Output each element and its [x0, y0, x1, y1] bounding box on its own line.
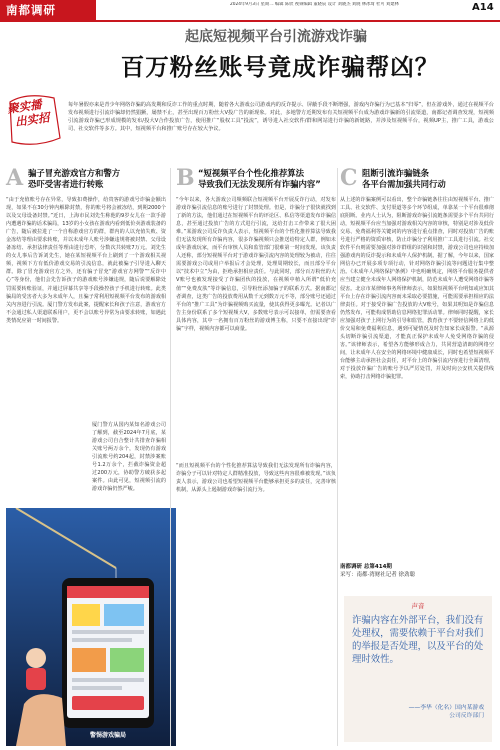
quote-attribution: ——李华（化名）国内某游戏 公司反诈部门: [408, 705, 484, 719]
section-a-body-continued: 厦门警方从国内某知名游戏公司了解到，截至2024年7月底，某游戏公司自合整计共排查诈骗相关账号两万余个，发现仍有游戏引流账号约204起，封禁涉案账号1.2万余个，拦截诈骗资金超过200万元，协助警方破获多起案件。由此可见，短视频引流的游戏诈骗仍然严峻。: [92, 422, 166, 493]
illustration-photo: [6, 508, 176, 746]
masthead-divider: [0, 20, 500, 22]
section-a-body: “由于充值账号存在异常，导致扣费操作，给贵客的游戏号诈骗金额出现，如果不在30分钟内解除封禁，你的账号将会被冻结，到期2000个以及父母设备封禁。”近日，上海市民刘先生称他的9岁女儿在一款手游内遭遇诈骗的话术骗局，13岁的小女孩在游戏内看到低价卖游戏装备的广告，随后被拉进了一个自称游戏官方的群，群内的人以充值失败、资金冻结等理由要求转账，并以未成年人账号涉嫌违规将被封禁、父母设备冻结、承担法律责任等理由进行恐吓，分数次共转账7万元。刘先生的女儿事后告诉刘先生，她在某短视频平台上刷到了一个游戏相关视频，视频下方有低价游戏交易的引流信息，就此被骗子引导进入聊天群。除了冒充游戏官方之外，还有骗子冒充“游戏官方网警”“反诈中心”等身份，他们会先告诉孩子的游戏账号涉嫌违规，随后说要解除处罚需要转账验证，并通过屏幕共享等手段操控孩子手机进行转账。此类骗局的受害者大多为未成年人，且骗子常利用短视频平台发布的游戏相关内容进行引流。厦门警方发布此案，提醒家长和孩子注意，游戏官方不会通过私人渠道联系用户，更不会以账号异常为由要求转账，如遇此类情况应第一时间报警。: [6, 197, 166, 324]
section-c-body: 从上述的诈骗案例可以看出，整个诈骗链条往往由短视频平台、推广工具、社交软件、支付渠道等多个环节组成，单靠某一个平台很难彻底阻断。业内人士认为，阻断游戏诈骗引流链条需要多个平台共同行动，短视频平台应当加强对游戏相关内容的审核，特别是对涉及低价交易、免费福利等关键词的内容进行重点排查，同时对投放广告的账号进行严格的资质审核，防止诈骗分子利用推广工具进行引流。社交软件平台则需要加强对涉诈群组的识别和封禁，游戏公司也应持续加强游戏内的反诈提示和未成年人保护机制。据了解，今年以来，国家网信办已开展多项专项行动，针对网络诈骗引流等问题进行集中整治。《未成年人网络保护条例》中也明确规定，网络平台服务提供者应当建立健全未成年人网络保护机制，防范未成年人遭受网络诈骗等侵害。北京市某律师事务所律师表示，如果短视频平台明知或应知其平台上存在诈骗引流内容而未采取必要措施，可能需要承担相应的法律责任。对于接受诈骗广告投放的大V账号，如果其明知是诈骗信息仍然发布，可能构成帮助信息网络犯罪活动罪。律师同时提醒，家长应加强对孩子上网行为的引导和监管，教育孩子不要轻信网络上的低价交易和免费福利信息，遇到可疑情况及时告知家长或报警。“从源头切断诈骗引流渠道，才能真正保护未成年人免受网络诈骗的侵害。”该律师表示，希望各方能够形成合力，共同营造清朗的网络空间，让未成年人在安全的网络环境中健康成长，同时也希望短视频平台能够主动承担社会责任，对平台上的诈骗引流内容进行全面清理，对于投放诈骗广告的账号予以严厉处罚，并及时向公安机关提供线索，协助打击网络诈骗犯罪。: [340, 197, 494, 381]
section-a-header: [6, 165, 166, 191]
section-b-header: [176, 165, 336, 191]
section-c-header: [340, 165, 496, 191]
byline: 南都调研 总第414期 采写：南都·湾财社记者 徐劲聪: [340, 564, 415, 578]
issue-info: 2024年9月3日 星期二 编辑 陈欣 视频编辑 董晓辰 设计 刘晓杰 刘晓 林冰琦 杜可 刘建林: [230, 2, 399, 7]
section-title: 骗子冒充游戏官方和警方 恐吓受害者进行转账: [28, 168, 121, 189]
section-title: 阻断引流诈骗链条 各平台需加强共同行动: [362, 168, 446, 189]
photo-caption: 警惕游戏骗局: [89, 732, 126, 739]
intro-paragraph: 每年暑假亦来是青少年网络诈骗的高发期和反诈工作的重点时期，随着各大游戏公司游戏内的反诈提示、屏蔽手段不断增强，游戏内诈骗行为已基本“归零”，但在游戏外，通过在视频平台发布视频进行引流诈骗却仍然猖獗，屡禁不止，甚至出现百万粉丝大V投广告的新现象。对此，多地警方近期发布有关短视频平台成为游戏诈骗新的引流渠道，南都记者调查发现，短视频引流游戏诈骗已形成规模的发布/投大V合作投放广告，使用推广“股权工具”投流”，诱导进入社交软件/群和网站进行诈骗的新链路，并涉及短视频平台，视频UP主，推广工具，游戏公司、社交软件等多方。其中，短视频平台和推广账号存在较大争议。: [68, 102, 494, 133]
section-name: 南都调研: [0, 0, 96, 20]
quote-text: 诈骗内容在外部平台，我们没有处理权，需要依赖于平台对我们的举报是否处理，以及平台的处理时效性。: [352, 615, 484, 665]
column-divider: [337, 168, 338, 746]
section-letter: B: [176, 165, 195, 191]
column-logo: [6, 88, 64, 152]
section-b-body: “今年以来，各大游戏公司频频联合短视频平台开展反诈行动，对发布游戏诈骗引流信息的账号进行了封禁处理。但是，诈骗分子很快就找到了新的方法，他们通过在短视频平台的评论区、私信等渠道发布诈骗信息，甚至通过投放广告的方式进行引流，这给打击工作带来了很大困难。”某游戏公司反诈负责人表示，短视频平台的个性化推荐算法导致我们无法发现所有诈骗内容，很多诈骗视频只会推送给特定人群，例如未成年游戏玩家，而平台审核人员和监管部门很难第一时间发现。该负责人还称，部分短视频平台对于游戏诈骗引流内容的处理较为被动，往往需要游戏公司或用户举报后才会处理，处理周期较长，而且部分平台以“技术中立”为由，拒绝承担相应责任。与此同时，部分百万粉丝的大V账号也被发现接受了诈骗团伙的投放，在视频中植入所谓“低价充值”“免费皮肤”等诈骗信息，引导粉丝添加骗子的联系方式。据南都记者调查，这类广告的投放费用从数千元到数万元不等，部分账号还通过平台的“推广工具”为诈骗视频购买流量，使其获得更多曝光。记者以广告主身份联系了多个短视频大V，多数账号表示可以接单，但需要查看具体内容，其中一名拥有百万粉丝的游戏博主称，只要不直接出现“诈骗”字样，视频内容都可以商量。: [176, 197, 336, 332]
quote-box: [344, 596, 492, 742]
phone-icon: [62, 578, 154, 728]
section-title: “短视频平台个性化推荐算法 导致我们无法发现所有诈骗内容”: [198, 168, 321, 189]
section-b-body-continued: “而且短视频平台的个性化推荐算法导致我们无法发现所有诈骗内容，诈骗分子可以针对特定人群精准投放，导致这些内容很难被发现。”该负责人表示，游戏公司也希望短视频平台能够承担更多的责任，完善审核机制，从源头上遏制游戏诈骗引流行为。: [176, 463, 336, 494]
page-number: A14: [472, 2, 494, 13]
masthead: [0, 0, 500, 20]
sub-headline: 起底短视频平台引流游戏诈骗: [185, 29, 367, 45]
quote-label: 声音: [411, 602, 425, 610]
logo-text: 聚实播 出实招: [6, 97, 51, 129]
section-letter: A: [6, 165, 24, 191]
column-divider: [170, 168, 171, 746]
main-headline: 百万粉丝账号竟成诈骗帮凶？: [120, 53, 440, 81]
phone-scam-illustration: [6, 508, 176, 746]
section-letter: C: [340, 165, 358, 191]
